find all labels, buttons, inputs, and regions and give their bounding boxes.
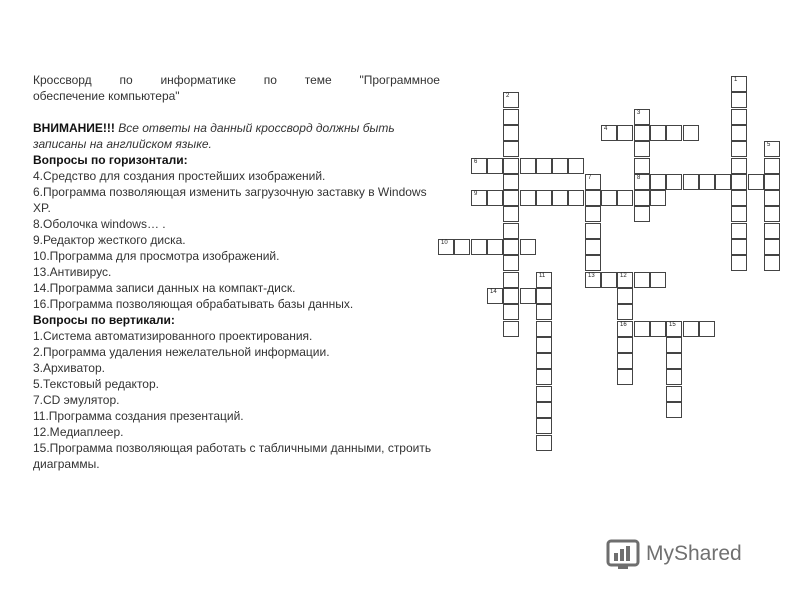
title-word: теме — [304, 73, 332, 87]
crossword-cell[interactable] — [487, 239, 503, 255]
clue-number: 10 — [441, 240, 448, 246]
clue-number: 7 — [588, 175, 592, 181]
crossword-cell[interactable] — [683, 174, 699, 190]
crossword-cell[interactable] — [764, 255, 780, 271]
crossword-cell[interactable] — [764, 239, 780, 255]
crossword-cell[interactable] — [731, 190, 747, 206]
crossword-cell[interactable] — [764, 141, 780, 157]
crossword-cell[interactable] — [585, 190, 601, 206]
crossword-cell[interactable] — [520, 239, 536, 255]
crossword-cell[interactable] — [552, 158, 568, 174]
crossword-cell[interactable] — [699, 321, 715, 337]
crossword-cell[interactable] — [487, 288, 503, 304]
crossword-cell[interactable] — [650, 190, 666, 206]
title-word: информатике — [160, 73, 236, 87]
crossword-cell[interactable] — [715, 174, 731, 190]
crossword-cell[interactable] — [536, 190, 552, 206]
crossword-cell[interactable] — [634, 141, 650, 157]
clue-number: 8 — [637, 175, 641, 181]
clue-number: 14 — [490, 289, 497, 295]
crossword-cell[interactable] — [503, 92, 519, 108]
crossword-cell[interactable] — [536, 337, 552, 353]
crossword-cell[interactable] — [503, 272, 519, 288]
warning-text: Все ответы на данный кроссворд должны быть записаны на английском языке. — [33, 121, 395, 151]
crossword-cell[interactable] — [731, 158, 747, 174]
clue-number: 3 — [637, 110, 641, 116]
crossword-cell[interactable] — [683, 321, 699, 337]
crossword-cell[interactable] — [601, 125, 617, 141]
crossword-cell[interactable] — [666, 353, 682, 369]
crossword-cell[interactable] — [634, 158, 650, 174]
crossword-cell[interactable] — [503, 109, 519, 125]
title-word: по — [119, 73, 133, 87]
question-text — [33, 72, 440, 472]
across-clue: 14.Программа записи данных на компакт-диск. — [33, 281, 296, 295]
crossword-cell[interactable] — [503, 321, 519, 337]
down-clue: 5.Текстовый редактор. — [33, 377, 159, 391]
crossword-cell[interactable] — [454, 239, 470, 255]
crossword-cell[interactable] — [471, 158, 487, 174]
crossword-cell[interactable] — [731, 92, 747, 108]
title-word: Кроссворд — [33, 73, 92, 87]
crossword-cell[interactable] — [731, 206, 747, 222]
crossword-cell[interactable] — [764, 223, 780, 239]
crossword-cell[interactable] — [748, 174, 764, 190]
across-clue: 4.Средство для создания простейших изображений. — [33, 169, 326, 183]
crossword-cell[interactable] — [520, 190, 536, 206]
title-word: "Программное — [359, 73, 440, 87]
clue-number: 12 — [620, 273, 627, 279]
crossword-cell[interactable] — [536, 386, 552, 402]
watermark-text: MyShared — [646, 542, 742, 565]
watermark — [606, 537, 742, 571]
myshared-logo-icon — [606, 537, 642, 571]
across-clue: 13.Антивирус. — [33, 265, 112, 279]
crossword-cell[interactable] — [731, 223, 747, 239]
crossword-cell[interactable] — [568, 190, 584, 206]
crossword-cell[interactable] — [536, 304, 552, 320]
crossword-cell[interactable] — [536, 369, 552, 385]
document-title-line2: обеспечение компьютера" — [33, 89, 180, 103]
crossword-cell[interactable] — [503, 158, 519, 174]
crossword-cell[interactable] — [731, 76, 747, 92]
crossword-cell[interactable] — [731, 174, 747, 190]
across-clue: 9.Редактор жесткого диска. — [33, 233, 186, 247]
document-title — [33, 72, 440, 88]
crossword-cell[interactable] — [764, 206, 780, 222]
clue-number: 11 — [539, 273, 546, 279]
crossword-cell[interactable] — [650, 125, 666, 141]
crossword-cell[interactable] — [650, 321, 666, 337]
down-clue: 11.Программа создания презентаций. — [33, 409, 244, 423]
clue-number: 15 — [669, 322, 676, 328]
crossword-cell[interactable] — [634, 272, 650, 288]
crossword-cell[interactable] — [634, 125, 650, 141]
clue-number: 4 — [604, 126, 608, 132]
crossword-cell[interactable] — [617, 288, 633, 304]
crossword-cell[interactable] — [503, 190, 519, 206]
crossword-cell[interactable] — [666, 386, 682, 402]
crossword-cell[interactable] — [617, 304, 633, 320]
crossword-cell[interactable] — [617, 125, 633, 141]
crossword-cell[interactable] — [438, 239, 454, 255]
across-clue: 6.Программа позволяющая изменить загрузочную заставку в Windows XP. — [33, 185, 427, 215]
crossword-cell[interactable] — [536, 272, 552, 288]
crossword-cell[interactable] — [699, 174, 715, 190]
crossword-cell[interactable] — [666, 369, 682, 385]
crossword-cell[interactable] — [471, 239, 487, 255]
crossword-cell[interactable] — [503, 223, 519, 239]
crossword-cell[interactable] — [503, 141, 519, 157]
crossword-cell[interactable] — [634, 321, 650, 337]
clue-number: 13 — [588, 273, 595, 279]
crossword-cell[interactable] — [503, 239, 519, 255]
crossword-cell[interactable] — [634, 109, 650, 125]
crossword-cell[interactable] — [666, 125, 682, 141]
crossword-cell[interactable] — [764, 158, 780, 174]
crossword-cell[interactable] — [503, 125, 519, 141]
crossword-cell[interactable] — [568, 158, 584, 174]
down-clue: 3.Архиватор. — [33, 361, 105, 375]
clue-number: 5 — [767, 142, 771, 148]
crossword-cell[interactable] — [617, 190, 633, 206]
crossword-cell[interactable] — [634, 190, 650, 206]
crossword-cell[interactable] — [487, 158, 503, 174]
clue-number: 1 — [734, 77, 738, 83]
crossword-cell[interactable] — [634, 174, 650, 190]
down-clue: 15.Программа позволяющая работать с табличными данными, строить диаграммы. — [33, 441, 432, 471]
crossword-cell[interactable] — [731, 141, 747, 157]
crossword-cell[interactable] — [617, 369, 633, 385]
crossword-cell[interactable] — [764, 174, 780, 190]
crossword-cell[interactable] — [487, 190, 503, 206]
crossword-cell[interactable] — [650, 174, 666, 190]
title-word: по — [263, 73, 277, 87]
crossword-cell[interactable] — [601, 190, 617, 206]
crossword-cell[interactable] — [552, 190, 568, 206]
crossword-cell[interactable] — [585, 223, 601, 239]
clue-number: 9 — [474, 191, 478, 197]
crossword-cell[interactable] — [601, 272, 617, 288]
crossword-cell[interactable] — [683, 125, 699, 141]
crossword-cell[interactable] — [585, 239, 601, 255]
crossword-cell[interactable] — [503, 288, 519, 304]
crossword-cell[interactable] — [585, 206, 601, 222]
crossword-cell[interactable] — [536, 321, 552, 337]
crossword-cell[interactable] — [617, 353, 633, 369]
clue-number: 16 — [620, 322, 627, 328]
crossword-cell[interactable] — [503, 304, 519, 320]
crossword-cell[interactable] — [666, 174, 682, 190]
crossword-cell[interactable] — [617, 272, 633, 288]
crossword-cell[interactable] — [503, 174, 519, 190]
down-clue: 2.Программа удаления нежелательной информации. — [33, 345, 330, 359]
down-clue: 7.CD эмулятор. — [33, 393, 120, 407]
across-clue: 10.Программа для просмотра изображений. — [33, 249, 280, 263]
crossword-cell[interactable] — [617, 337, 633, 353]
across-heading: Вопросы по горизонтали: — [33, 153, 188, 167]
clue-number: 2 — [506, 93, 510, 99]
across-clue: 8.Оболочка windows… . — [33, 217, 166, 231]
crossword-cell[interactable] — [585, 174, 601, 190]
crossword-cell[interactable] — [536, 288, 552, 304]
crossword-cell[interactable] — [731, 109, 747, 125]
crossword-cell[interactable] — [634, 206, 650, 222]
crossword-cell[interactable] — [536, 158, 552, 174]
crossword-cell[interactable] — [471, 190, 487, 206]
crossword-cell[interactable] — [536, 418, 552, 434]
crossword-cell[interactable] — [666, 321, 682, 337]
crossword-cell[interactable] — [503, 206, 519, 222]
crossword-cell[interactable] — [650, 272, 666, 288]
across-clue: 16.Программа позволяющая обрабатывать базы данных. — [33, 297, 354, 311]
crossword-cell[interactable] — [536, 353, 552, 369]
crossword-cell[interactable] — [731, 239, 747, 255]
crossword-cell[interactable] — [536, 435, 552, 451]
warning-label: ВНИМАНИЕ!!! — [33, 121, 115, 135]
crossword-cell[interactable] — [666, 337, 682, 353]
warning-note — [33, 120, 440, 152]
crossword-cell[interactable] — [617, 321, 633, 337]
crossword-cell[interactable] — [731, 255, 747, 271]
clue-number: 6 — [474, 159, 478, 165]
down-heading: Вопросы по вертикали: — [33, 313, 175, 327]
down-clue: 1.Система автоматизированного проектирования. — [33, 329, 313, 343]
crossword-cell[interactable] — [520, 288, 536, 304]
crossword-cell[interactable] — [764, 190, 780, 206]
down-clue: 12.Медиаплеер. — [33, 425, 124, 439]
crossword-cell[interactable] — [585, 272, 601, 288]
crossword-cell[interactable] — [520, 158, 536, 174]
crossword-cell[interactable] — [503, 255, 519, 271]
crossword-cell[interactable] — [585, 255, 601, 271]
crossword-cell[interactable] — [536, 402, 552, 418]
crossword-cell[interactable] — [731, 125, 747, 141]
crossword-cell[interactable] — [666, 402, 682, 418]
